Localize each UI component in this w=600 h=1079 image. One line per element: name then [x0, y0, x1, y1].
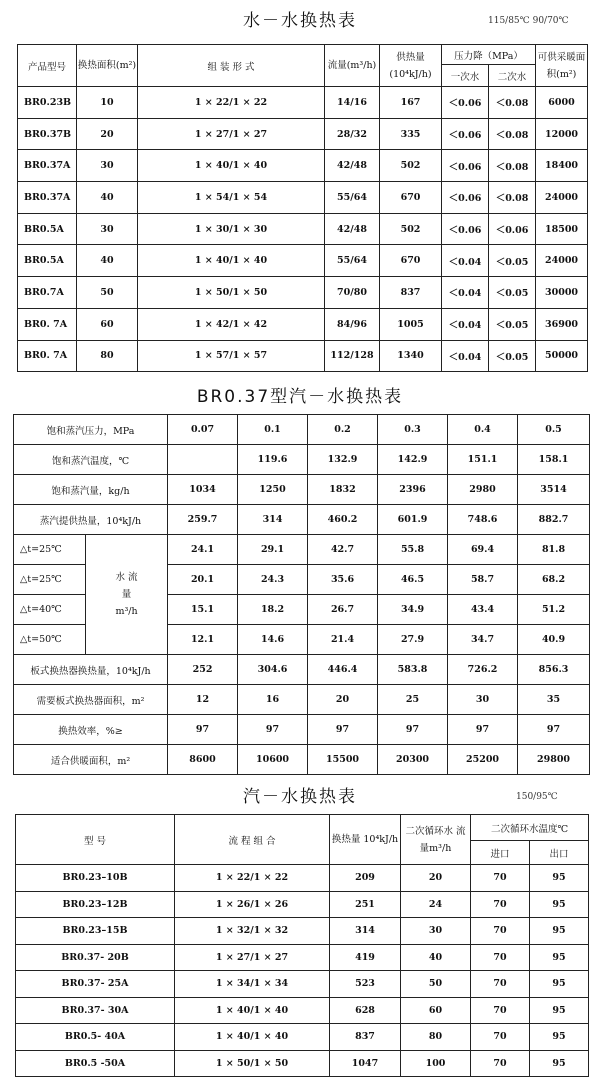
header-area: 换热面积(m²) [77, 45, 138, 87]
table-cell: BR0.23–15B [16, 918, 175, 945]
table-cell: 10600 [238, 745, 308, 775]
header-pressure: 压力降（MPa） [442, 45, 536, 65]
table-cell: 97 [518, 715, 590, 745]
table-row [18, 340, 588, 372]
table-cell: BR0.23–10B [16, 865, 175, 892]
table-cell: 209 [330, 865, 401, 892]
header-heating-area: 可供采暖面 积(m²) [536, 45, 588, 87]
table-cell: 0.1 [238, 415, 308, 445]
table-row [18, 87, 588, 119]
table-cell: 882.7 [518, 505, 590, 535]
header-flow: 流量(m³/h) [325, 45, 380, 87]
table-cell: ＜0.04 [442, 340, 489, 372]
table-row [14, 445, 590, 475]
table-cell: ＜0.06 [489, 213, 536, 245]
table-row [18, 245, 588, 277]
table-cell: 95 [530, 944, 589, 971]
table-cell: 837 [380, 277, 442, 309]
table-cell: 18.2 [238, 595, 308, 625]
table-cell: 1 × 40/1 × 40 [175, 997, 330, 1024]
water-water-table [17, 44, 588, 372]
table-cell: 1250 [238, 475, 308, 505]
table-cell: 6000 [536, 87, 588, 119]
table-cell: 40.9 [518, 625, 590, 655]
header-primary: 一次水 [442, 65, 489, 87]
table-cell: 55/64 [325, 182, 380, 214]
table-cell: 856.3 [518, 655, 590, 685]
table-cell: 8600 [168, 745, 238, 775]
table-row [14, 535, 590, 565]
table-cell: 0.07 [168, 415, 238, 445]
table-cell: 15500 [308, 745, 378, 775]
table-cell: 97 [378, 715, 448, 745]
table-cell: 97 [168, 715, 238, 745]
table-cell: 670 [380, 245, 442, 277]
table-cell: 1 × 54/1 × 54 [138, 182, 325, 214]
table3-temperature-note: 150/95℃ [516, 792, 558, 802]
header-secondary: 二次水 [489, 65, 536, 87]
table-cell: BR0.37A [18, 182, 77, 214]
table-cell: 502 [380, 150, 442, 182]
table-cell: BR0.37- 20B [16, 944, 175, 971]
table-cell: 50000 [536, 340, 588, 372]
table-row [18, 150, 588, 182]
table-cell: 1 × 26/1 × 26 [175, 891, 330, 918]
row-label: 饱和蒸汽量，kg/h [14, 475, 168, 505]
table-cell: 95 [530, 971, 589, 998]
table-row [14, 655, 590, 685]
table-row [14, 745, 590, 775]
table-cell: ＜0.05 [489, 277, 536, 309]
row-label: 需要板式换热器面积，m² [14, 685, 168, 715]
table-cell: 95 [530, 997, 589, 1024]
table-cell: ＜0.08 [489, 150, 536, 182]
table-cell: 24000 [536, 245, 588, 277]
table-cell: ＜0.05 [489, 245, 536, 277]
table-cell: 1 × 32/1 × 32 [175, 918, 330, 945]
table-cell: 601.9 [378, 505, 448, 535]
table-cell: 30 [448, 685, 518, 715]
header-heat: 供热量(10⁴kJ/h) [380, 45, 442, 87]
table-cell: 20.1 [168, 565, 238, 595]
table-cell: 70 [471, 944, 530, 971]
table-cell: BR0.5A [18, 213, 77, 245]
table-cell: 0.4 [448, 415, 518, 445]
t3-header-in: 进口 [471, 841, 530, 865]
table-cell: 60 [77, 308, 138, 340]
t3-header-out: 出口 [530, 841, 589, 865]
steam-water-br037-table [13, 414, 590, 775]
table-cell: 142.9 [378, 445, 448, 475]
table-cell: 28/32 [325, 118, 380, 150]
table-cell: 14/16 [325, 87, 380, 119]
table-cell: 314 [330, 918, 401, 945]
table-cell: 1832 [308, 475, 378, 505]
table-row [16, 891, 589, 918]
table-cell: 34.7 [448, 625, 518, 655]
table-cell: 70 [471, 865, 530, 892]
table-cell: 81.8 [518, 535, 590, 565]
table-cell: 20300 [378, 745, 448, 775]
table-row [14, 475, 590, 505]
table-cell: BR0.37B [18, 118, 77, 150]
table-cell: ＜0.08 [489, 182, 536, 214]
table-cell: 95 [530, 918, 589, 945]
table-cell: 29800 [518, 745, 590, 775]
table-cell: 70 [471, 1024, 530, 1051]
table-cell: 70 [471, 918, 530, 945]
table-cell: 1 × 27/1 × 27 [138, 118, 325, 150]
table-cell: 1 × 34/1 × 34 [175, 971, 330, 998]
table-cell: 14.6 [238, 625, 308, 655]
table-cell: BR0.7A [18, 277, 77, 309]
table-cell: 95 [530, 1024, 589, 1051]
table-cell: 40 [401, 944, 471, 971]
table-cell: 10 [77, 87, 138, 119]
table-cell: 25 [378, 685, 448, 715]
table1-temperature-note: 115/85℃ 90/70℃ [488, 16, 569, 26]
table-cell: ＜0.05 [489, 308, 536, 340]
table-cell: 26.7 [308, 595, 378, 625]
t3-header-temp: 二次循环水温度℃ [471, 815, 589, 841]
table-cell: 1 × 22/1 × 22 [138, 87, 325, 119]
table-cell: 30 [77, 150, 138, 182]
table-cell: BR0.37- 25A [16, 971, 175, 998]
table-cell: 42/48 [325, 150, 380, 182]
row-label: 蒸汽提供热量，10⁴kJ/h [14, 505, 168, 535]
table-cell: 70 [471, 997, 530, 1024]
table-cell: 18500 [536, 213, 588, 245]
table-cell: 30000 [536, 277, 588, 309]
table-row [18, 277, 588, 309]
table-cell: ＜0.04 [442, 277, 489, 309]
table-cell: 80 [77, 340, 138, 372]
table-cell: 2396 [378, 475, 448, 505]
t3-header-circ: 二次循环水 流量m³/h [401, 815, 471, 865]
table-cell: 1005 [380, 308, 442, 340]
table-cell: 0.3 [378, 415, 448, 445]
table-cell: 70/80 [325, 277, 380, 309]
table-cell: 20 [77, 118, 138, 150]
table-cell: 60 [401, 997, 471, 1024]
table-cell: 46.5 [378, 565, 448, 595]
table-row [14, 685, 590, 715]
table-cell: 18400 [536, 150, 588, 182]
table-cell: ＜0.06 [442, 213, 489, 245]
table-cell: 58.7 [448, 565, 518, 595]
row-label: 饱和蒸汽温度，℃ [14, 445, 168, 475]
table-cell: 95 [530, 1050, 589, 1077]
table-cell: 12000 [536, 118, 588, 150]
table-cell: 24.3 [238, 565, 308, 595]
table-row [16, 997, 589, 1024]
table-cell: 25200 [448, 745, 518, 775]
table-cell: 335 [380, 118, 442, 150]
table-cell: 95 [530, 865, 589, 892]
table-cell: 100 [401, 1050, 471, 1077]
table-cell: 80 [401, 1024, 471, 1051]
row-label: 饱和蒸汽压力，MPa [14, 415, 168, 445]
table-cell: BR0.5 -50A [16, 1050, 175, 1077]
table-cell: 70 [471, 1050, 530, 1077]
table-cell: 151.1 [448, 445, 518, 475]
table-cell: 1 × 50/1 × 50 [175, 1050, 330, 1077]
table-cell: 1 × 22/1 × 22 [175, 865, 330, 892]
table-cell: 24000 [536, 182, 588, 214]
t3-header-model: 型 号 [16, 815, 175, 865]
table-cell: 20 [401, 865, 471, 892]
table-cell: 97 [308, 715, 378, 745]
table-cell: 167 [380, 87, 442, 119]
table-cell: 628 [330, 997, 401, 1024]
table-cell: 460.2 [308, 505, 378, 535]
table-cell: ＜0.08 [489, 118, 536, 150]
header-model: 产品型号 [18, 45, 77, 87]
table-cell: ＜0.08 [489, 87, 536, 119]
table-cell: BR0.23B [18, 87, 77, 119]
delta-t-label: △t=50℃ [14, 625, 86, 655]
table1-title: 水－水换热表 [243, 11, 357, 31]
table-cell: 726.2 [448, 655, 518, 685]
table-cell: BR0. 7A [18, 340, 77, 372]
table-cell: 523 [330, 971, 401, 998]
table2-title: BR0.37型汽－水换热表 [196, 387, 404, 407]
table-row [14, 415, 590, 445]
table-cell: 70 [471, 971, 530, 998]
table-cell: 30 [77, 213, 138, 245]
table-cell: 51.2 [518, 595, 590, 625]
table-cell: 2980 [448, 475, 518, 505]
table-cell [168, 445, 238, 475]
header-assembly: 组 装 形 式 [138, 45, 325, 87]
table-cell: 158.1 [518, 445, 590, 475]
table-cell: 670 [380, 182, 442, 214]
table3-title: 汽－水换热表 [243, 787, 357, 807]
delta-t-label: △t=40℃ [14, 595, 86, 625]
table-cell: 119.6 [238, 445, 308, 475]
table-cell: ＜0.05 [489, 340, 536, 372]
table-cell: 42.7 [308, 535, 378, 565]
table-cell: 69.4 [448, 535, 518, 565]
table-cell: 95 [530, 891, 589, 918]
table-cell: 1 × 30/1 × 30 [138, 213, 325, 245]
table-cell: ＜0.06 [442, 182, 489, 214]
table-cell: BR0.5- 40A [16, 1024, 175, 1051]
table-row [16, 971, 589, 998]
table-cell: 35 [518, 685, 590, 715]
table-row [18, 213, 588, 245]
table-cell: 16 [238, 685, 308, 715]
table-row [18, 118, 588, 150]
table-cell: 36900 [536, 308, 588, 340]
table-cell: 21.4 [308, 625, 378, 655]
table-cell: ＜0.06 [442, 150, 489, 182]
table-cell: 1034 [168, 475, 238, 505]
t3-header-heat: 换热量 10⁴kJ/h [330, 815, 401, 865]
table-cell: 837 [330, 1024, 401, 1051]
row-label: 适合供暖面积，m² [14, 745, 168, 775]
table-row [18, 308, 588, 340]
table-cell: 1047 [330, 1050, 401, 1077]
table-cell: 1 × 57/1 × 57 [138, 340, 325, 372]
table-cell: 502 [380, 213, 442, 245]
table-cell: 15.1 [168, 595, 238, 625]
t3-header-flow: 流 程 组 合 [175, 815, 330, 865]
table-cell: 97 [238, 715, 308, 745]
table-cell: 84/96 [325, 308, 380, 340]
table-cell: 583.8 [378, 655, 448, 685]
table-cell: 24 [401, 891, 471, 918]
table-cell: 251 [330, 891, 401, 918]
table-row [16, 918, 589, 945]
table-cell: 419 [330, 944, 401, 971]
table-cell: ＜0.06 [442, 87, 489, 119]
table-cell: 0.5 [518, 415, 590, 445]
table-cell: 1 × 27/1 × 27 [175, 944, 330, 971]
table-cell: 314 [238, 505, 308, 535]
table-cell: 97 [448, 715, 518, 745]
table-cell: 12.1 [168, 625, 238, 655]
table-row [16, 1050, 589, 1077]
table-cell: 12 [168, 685, 238, 715]
table-cell: 27.9 [378, 625, 448, 655]
steam-water-table [15, 814, 589, 1077]
table-cell: 1340 [380, 340, 442, 372]
table-cell: ＜0.04 [442, 308, 489, 340]
table-cell: ＜0.04 [442, 245, 489, 277]
table-cell: 30 [401, 918, 471, 945]
water-flow-label: 水 流 量 m³/h [86, 535, 168, 655]
table-cell: 55.8 [378, 535, 448, 565]
table-cell: 259.7 [168, 505, 238, 535]
delta-t-label: △t=25℃ [14, 535, 86, 565]
row-label: 板式换热器换热量，10⁴kJ/h [14, 655, 168, 685]
table-cell: 1 × 42/1 × 42 [138, 308, 325, 340]
table-cell: 1 × 50/1 × 50 [138, 277, 325, 309]
delta-t-label: △t=25℃ [14, 565, 86, 595]
table-cell: 40 [77, 182, 138, 214]
table-cell: BR0.5A [18, 245, 77, 277]
table-cell: 1 × 40/1 × 40 [138, 150, 325, 182]
table-row [18, 182, 588, 214]
table-cell: 304.6 [238, 655, 308, 685]
table-row [14, 715, 590, 745]
table-cell: 0.2 [308, 415, 378, 445]
table-cell: 42/48 [325, 213, 380, 245]
table-cell: BR0.37A [18, 150, 77, 182]
table-cell: 35.6 [308, 565, 378, 595]
table-cell: 748.6 [448, 505, 518, 535]
table-cell: 70 [471, 891, 530, 918]
table-cell: 43.4 [448, 595, 518, 625]
table-cell: ＜0.06 [442, 118, 489, 150]
table-cell: 68.2 [518, 565, 590, 595]
table-cell: 40 [77, 245, 138, 277]
table-cell: 1 × 40/1 × 40 [138, 245, 325, 277]
table-cell: 50 [77, 277, 138, 309]
table-cell: 1 × 40/1 × 40 [175, 1024, 330, 1051]
table-cell: BR0.37- 30A [16, 997, 175, 1024]
table-row [16, 865, 589, 892]
table-cell: 55/64 [325, 245, 380, 277]
row-label: 换热效率，%≥ [14, 715, 168, 745]
table-cell: 20 [308, 685, 378, 715]
table-row [16, 1024, 589, 1051]
table-cell: 24.1 [168, 535, 238, 565]
table-row [16, 944, 589, 971]
table-cell: BR0.23–12B [16, 891, 175, 918]
table-cell: 29.1 [238, 535, 308, 565]
table-cell: 34.9 [378, 595, 448, 625]
table-cell: 112/128 [325, 340, 380, 372]
table-cell: 50 [401, 971, 471, 998]
table-row [14, 505, 590, 535]
table-cell: 132.9 [308, 445, 378, 475]
table-cell: 3514 [518, 475, 590, 505]
table-cell: 446.4 [308, 655, 378, 685]
table-cell: BR0. 7A [18, 308, 77, 340]
table-cell: 252 [168, 655, 238, 685]
